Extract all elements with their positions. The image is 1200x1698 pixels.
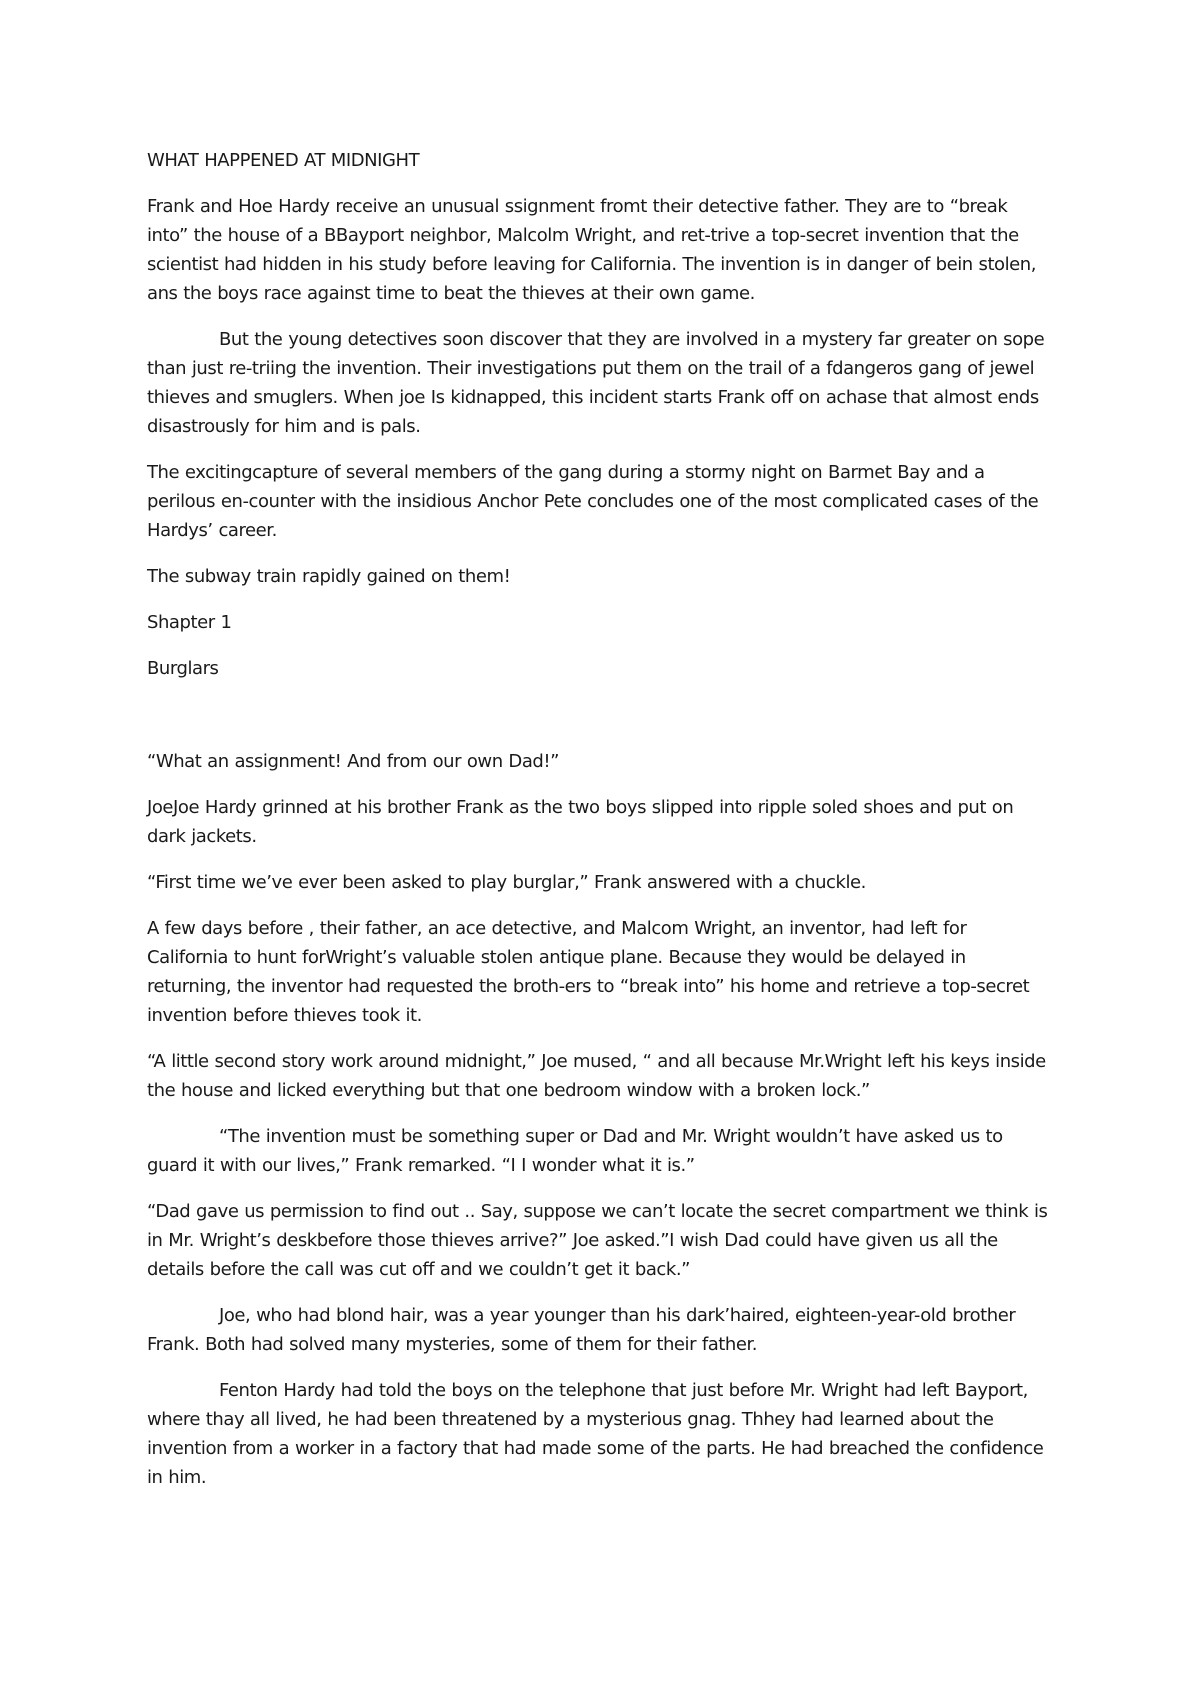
chapter-title: Burglars — [147, 658, 219, 679]
chapter-heading: Shapter 1 — [147, 612, 232, 633]
story-paragraph: A few days before , their father, an ace detective, and Malcom Wright, an inventor, had left for California to hunt forWright’s valuable stolen antique plane. Because they would be delayed in returning, the inventor had requested the broth-ers to “break into” his home and retrieve a top-secret invention before thieves took it. — [147, 918, 1030, 1026]
story-paragraph: “A little second story work around midnight,” Joe mused, “ and all because Mr.Wright left his keys inside the house and licked everything but that one bedroom window with a broken lock.” — [147, 1051, 1046, 1101]
story-paragraph: Fenton Hardy had told the boys on the telephone that just before Mr. Wright had left Bayport, where thay all lived, he had been threatened by a mysterious gnag. Thhey had learned about the invention from a worker in a factory that had made some of the parts. He had breached the confidence in him. — [147, 1380, 1044, 1488]
document-body — [147, 146, 1052, 1509]
document-title: WHAT HAPPENED AT MIDNIGHT — [147, 150, 420, 171]
story-paragraph: “Dad gave us permission to find out .. Say, suppose we can’t locate the secret compartment we think is in Mr. Wright’s deskbefore those thieves arrive?” Joe asked.”I wish Dad could have given us all the details before the call was cut off and we couldn’t get it back.” — [147, 1201, 1048, 1280]
synopsis-paragraph-1: Frank and Hoe Hardy receive an unusual ssignment fromt their detective father. They are to “break into” the house of a BBayport neighbor, Malcolm Wright, and ret-trive a top-secret invention that the scientist had hidden in his study before leaving for California. The invention is in danger of bein stolen, ans the boys race against time to beat the thieves at their own game. — [147, 196, 1037, 304]
story-paragraph: JoeJoe Hardy grinned at his brother Frank as the two boys slipped into ripple soled shoes and put on dark jackets. — [147, 797, 1014, 847]
story-paragraph: “The invention must be something super or Dad and Mr. Wright wouldn’t have asked us to guard it with our lives,” Frank remarked. “I I wonder what it is.” — [147, 1126, 1003, 1176]
synopsis-paragraph-2: But the young detectives soon discover that they are involved in a mystery far greater on sope than just re-triing the invention. Their investigations put them on the trail of a fdangeros gang of jewel thieves and smuglers. When joe Is kidnapped, this incident starts Frank off on achase that almost ends disastrously for him and is pals. — [147, 329, 1045, 437]
story-paragraph: “First time we’ve ever been asked to play burglar,” Frank answered with a chuckle. — [147, 872, 866, 893]
synopsis-paragraph-3: The excitingcapture of several members of the gang during a stormy night on Barmet Bay and a perilous en-counter with the insidious Anchor Pete concludes one of the most complicated cases of the Hardys’ career. — [147, 462, 1039, 541]
tagline: The subway train rapidly gained on them! — [147, 566, 511, 587]
story-paragraph: Joe, who had blond hair, was a year younger than his dark’haired, eighteen-year-old brother Frank. Both had solved many mysteries, some of them for their father. — [147, 1305, 1016, 1355]
story-paragraph: “What an assignment! And from our own Dad!” — [147, 751, 560, 772]
